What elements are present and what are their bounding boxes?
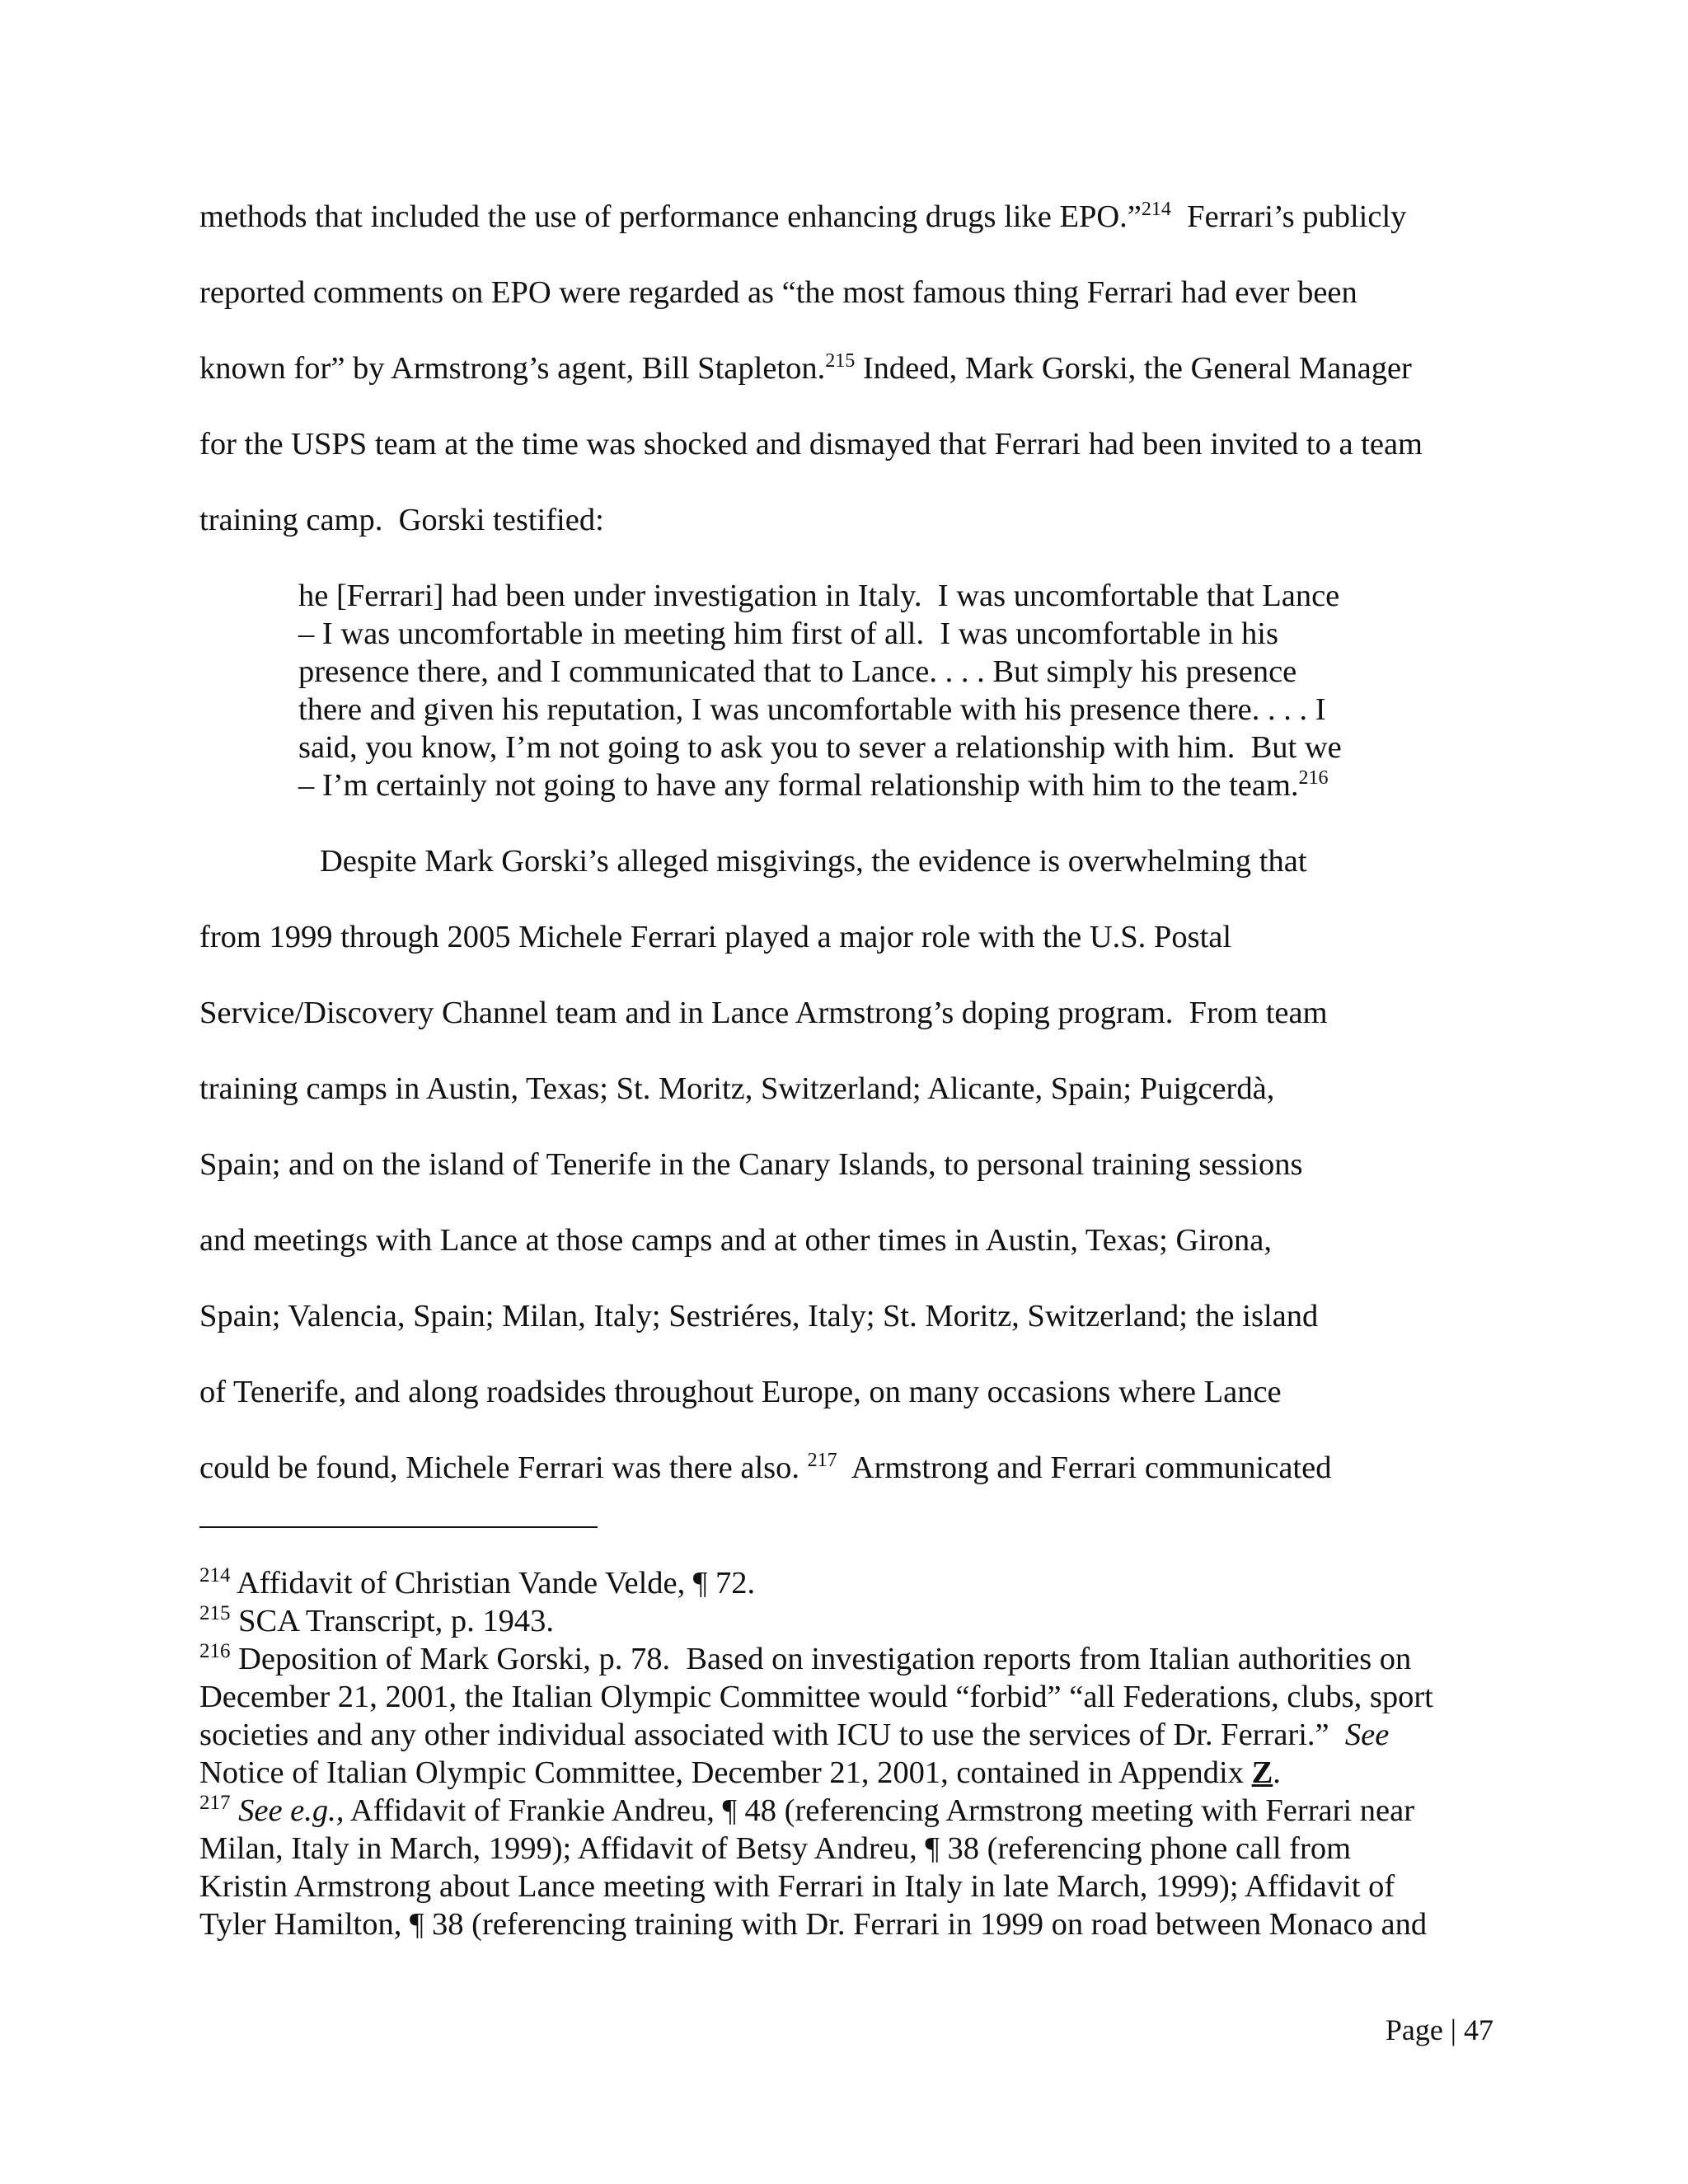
footnote-217-cont: Milan, Italy in March, 1999); Affidavit of Betsy Andreu, ¶ 38 (referencing phone call from	[199, 1831, 1352, 1866]
quote-line: – I was uncomfortable in meeting him first of all. I was uncomfortable in his	[298, 616, 1278, 651]
body-line: and meetings with Lance at those camps and at other times in Austin, Texas; Girona,	[199, 1223, 1273, 1258]
body-line: training camp. Gorski testified:	[199, 503, 604, 537]
quote-line: he [Ferrari] had been under investigation in Italy. I was uncomfortable that Lance	[298, 579, 1340, 613]
quote-line: presence there, and I communicated that to Lance. . . . But simply his presence	[298, 654, 1297, 689]
footnote-215: $^{215}$ SCA Transcript, p. 1943.	[199, 1602, 555, 1638]
footnote-217-cont: Kristin Armstrong about Lance meeting with Ferrari in Italy in late March, 1999); Affidavit of	[199, 1869, 1395, 1904]
footnote-216: $^{216}$ Deposition of Mark Gorski, p. 78. Based on investigation reports from Italian authorities on	[199, 1640, 1412, 1676]
body-line: from 1999 through 2005 Michele Ferrari played a major role with the U.S. Postal	[199, 920, 1232, 954]
footnote-217-cont: Tyler Hamilton, ¶ 38 (referencing training with Dr. Ferrari in 1999 on road between Monaco and	[199, 1907, 1428, 1942]
body-line: Service/Discovery Channel team and in Lance Armstrong’s doping program. From team	[199, 996, 1328, 1030]
body-line: of Tenerife, and along roadsides throughout Europe, on many occasions where Lance	[199, 1375, 1282, 1409]
body-line: known for” by Armstrong’s agent, Bill Stapleton.$^{215}$ Indeed, Mark Gorski, the General Manager	[199, 350, 1412, 386]
footnote-separator	[199, 1526, 598, 1528]
footnote-216-cont: Notice of Italian Olympic Committee, December 21, 2001, contained in Appendix Z.	[199, 1755, 1281, 1790]
page-number: Page | 47	[1385, 2013, 1493, 2046]
quote-line: – I’m certainly not going to have any formal relationship with him to the team.$^{216}$	[298, 767, 1329, 803]
footnote-ref-217[interactable]: 217	[807, 1450, 837, 1472]
quote-line: there and given his reputation, I was uncomfortable with his presence there. . . . I	[298, 692, 1326, 727]
footnote-ref-214[interactable]: 214	[1141, 199, 1171, 221]
footnote-ref-216[interactable]: 216	[1298, 767, 1329, 790]
body-line: Despite Mark Gorski’s alleged misgivings, the evidence is overwhelming that	[320, 844, 1307, 879]
footnote-216-cont: societies and any other individual associated with ICU to use the services of Dr. Ferrari.” See	[199, 1718, 1390, 1752]
footnote-217: $^{217}$ See e.g., Affidavit of Frankie Andreu, ¶ 48 (referencing Armstrong meeting with Ferrari near	[199, 1792, 1415, 1828]
appendix-link[interactable]: Z	[1251, 1755, 1273, 1790]
body-line: for the USPS team at the time was shocked and dismayed that Ferrari had been invited to a team	[199, 427, 1423, 462]
footnote-ref-215[interactable]: 215	[825, 350, 856, 373]
body-line: training camps in Austin, Texas; St. Moritz, Switzerland; Alicante, Spain; Puigcerdà,	[199, 1071, 1275, 1106]
body-line: Spain; Valencia, Spain; Milan, Italy; Sestriéres, Italy; St. Moritz, Switzerland; the island	[199, 1299, 1319, 1333]
body-line: Spain; and on the island of Tenerife in the Canary Islands, to personal training sessions	[199, 1147, 1303, 1182]
footnote-214: $^{214}$ Affidavit of Christian Vande Velde, ¶ 72.	[199, 1564, 756, 1601]
body-line: could be found, Michele Ferrari was there also. $^{217}$ Armstrong and Ferrari communicated	[199, 1450, 1332, 1485]
quote-line: said, you know, I’m not going to ask you to sever a relationship with him. But we	[298, 730, 1342, 765]
body-line: reported comments on EPO were regarded as “the most famous thing Ferrari had ever been	[199, 275, 1357, 310]
body-line: methods that included the use of performance enhancing drugs like EPO.”$^{214}$ Ferrari’s publicly	[199, 199, 1407, 234]
footnote-216-cont: December 21, 2001, the Italian Olympic Committee would “forbid” “all Federations, clubs, sport	[199, 1680, 1433, 1714]
